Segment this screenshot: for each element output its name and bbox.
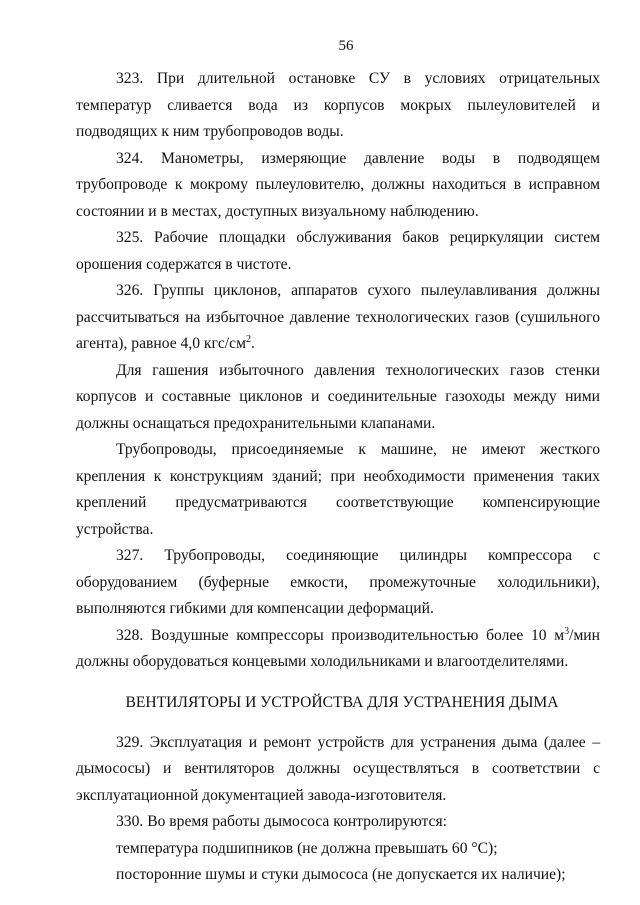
paragraph-328-superscript: 3 — [564, 625, 570, 637]
paragraph-326-end: . — [250, 335, 255, 352]
paragraph-325: 325. Рабочие площадки обслуживания баков рециркуляции систем орошения содержатся в чистоте. — [76, 229, 600, 273]
paragraph-328-text: 328. Воздушные компрессоры производительностью более 10 м — [116, 626, 565, 644]
paragraph-330-item-bearings: температура подшипников (не должна превышать 60 °С); — [116, 839, 498, 857]
paragraph-326-text: 326. Группы циклонов, аппаратов сухого пылеулавливания должны рассчитываться на избыточное давление технологических газов (сушильного агента), равное 4,0 кгс/см — [76, 282, 600, 352]
paragraph-328-end: /мин должны оборудоваться концевыми холодильниками и влагоотделителями. — [76, 626, 600, 670]
paragraph-329: 329. Эксплуатация и ремонт устройств для устранения дыма (далее – дымососы) и вентиляторов должны осуществляться в соответствии с эксплуатационной документацией завода-изготовителя. — [76, 733, 600, 804]
paragraph-326-pressure-relief: Для гашения избыточного давления технологических газов стенки корпусов и составные циклонов и соединительные газоходы между ними должны оснащаться предохранительными клапанами. — [76, 361, 600, 432]
paragraph-326 — [76, 278, 600, 358]
paragraph-327: 327. Трубопроводы, соединяющие цилиндры компрессора с оборудованием (буферные емкости, промежуточные холодильники), выполняются гибкими для компенсации деформаций. — [76, 547, 600, 617]
paragraph-324: 324. Манометры, измеряющие давление воды в подводящем трубопроводе к мокрому пылеуловителю, должны находиться в исправном состоянии и в местах, доступных визуальному наблюдению. — [76, 149, 600, 220]
section-heading: ВЕНТИЛЯТОРЫ И УСТРОЙСТВА ДЛЯ УСТРАНЕНИЯ ДЫМА — [125, 693, 559, 711]
paragraph-328 — [76, 623, 600, 676]
page-number: 56 — [338, 38, 354, 54]
paragraph-323: 323. При длительной остановке СУ в условиях отрицательных температур сливается вода из корпусов мокрых пылеуловителей и подводящих к ним трубопроводов воды. — [76, 70, 600, 140]
paragraph-330-item-noise: посторонние шумы и стуки дымососа (не допускается их наличие); — [116, 866, 566, 883]
paragraph-326-pipelines: Трубопроводы, присоединяемые к машине, не имеют жесткого крепления к конструкциям зданий; при необходимости применения таких креплений предусматриваются соответствующие компенсирующие устройства. — [76, 441, 600, 538]
paragraph-330: 330. Во время работы дымососа контролируются: — [116, 813, 447, 830]
paragraph-326-superscript: 2 — [245, 333, 251, 345]
